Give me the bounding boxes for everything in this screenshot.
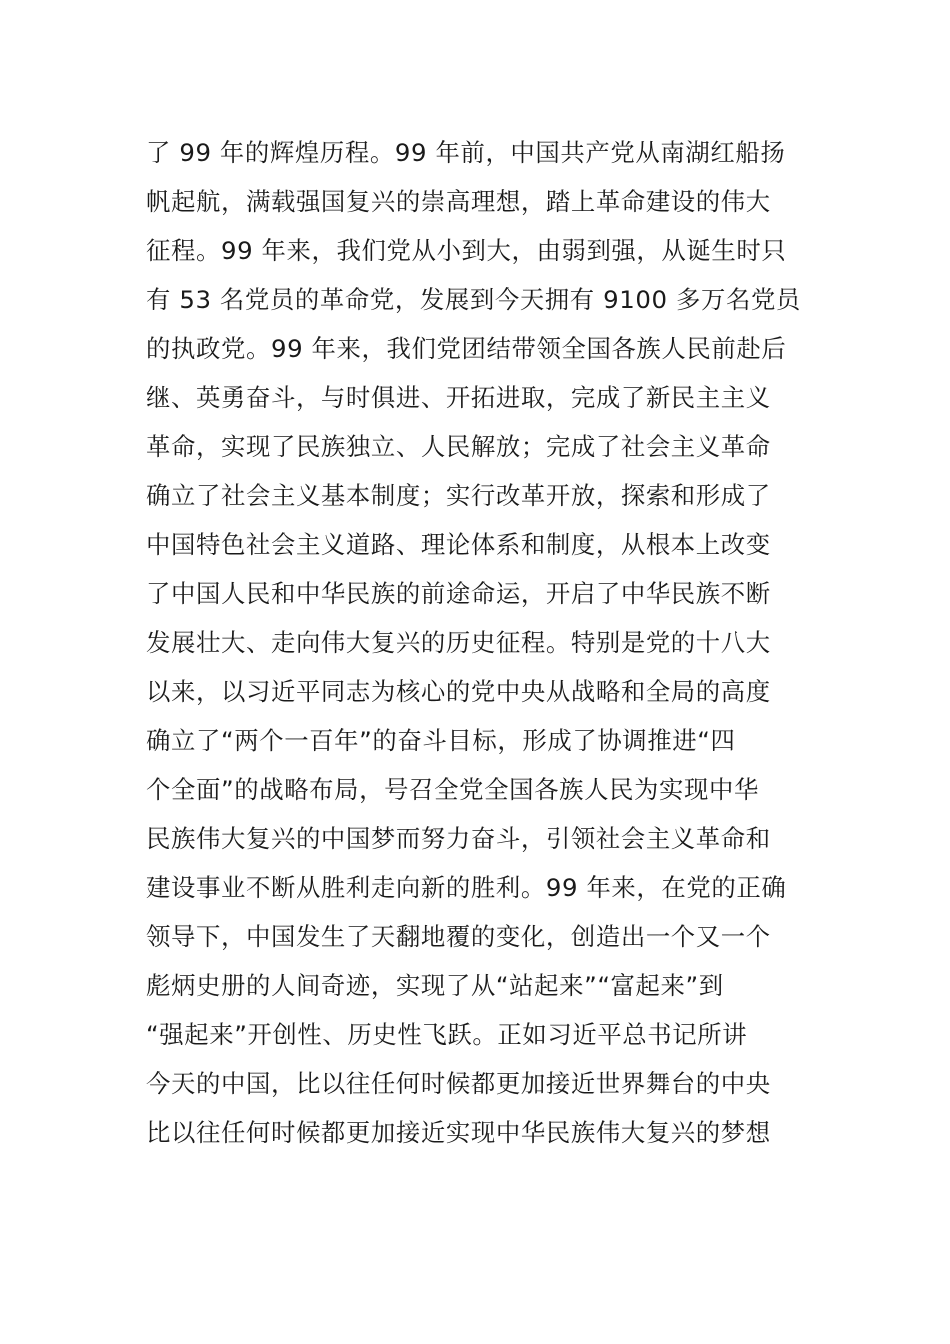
- text-line: 彪炳史册的人间奇迹，实现了从“站起来”“富起来”到: [146, 971, 724, 1000]
- text-line: 今天的中国，比以往任何时候都更加接近世界舞台的中央: [146, 1069, 771, 1098]
- text-line: 民族伟大复兴的中国梦而努力奋斗，引领社会主义革命和: [146, 824, 771, 853]
- text-line: 确立了“两个一百年”的奋斗目标，形成了协调推进“四: [146, 726, 736, 755]
- body-text: [146, 128, 826, 1157]
- text-line: 中国特色社会主义道路、理论体系和制度，从根本上改变: [146, 530, 771, 559]
- text-line: “强起来”开创性、历史性飞跃。正如习近平总书记所讲: [146, 1020, 748, 1049]
- text-line: 比以往任何时候都更加接近实现中华民族伟大复兴的梦想: [146, 1118, 771, 1147]
- text-line: 革命，实现了民族独立、人民解放；完成了社会主义革命: [146, 432, 771, 461]
- text-line: 有 53 名党员的革命党，发展到今天拥有 9100 多万名党员: [146, 285, 801, 314]
- text-line: 了 99 年的辉煌历程。99 年前，中国共产党从南湖红船扬: [146, 138, 786, 167]
- text-line: 个全面”的战略布局，号召全党全国各族人民为实现中华: [146, 775, 760, 804]
- text-line: 了中国人民和中华民族的前途命运，开启了中华民族不断: [146, 579, 771, 608]
- text-line: 继、英勇奋斗，与时俱进、开拓进取，完成了新民主主义: [146, 383, 771, 412]
- text-line: 的执政党。99 年来，我们党团结带领全国各族人民前赴后: [146, 334, 787, 363]
- text-line: 领导下，中国发生了天翻地覆的变化，创造出一个又一个: [146, 922, 771, 951]
- text-line: 帆起航，满载强国复兴的崇高理想，踏上革命建设的伟大: [146, 187, 771, 216]
- text-line: 发展壮大、走向伟大复兴的历史征程。特别是党的十八大: [146, 628, 771, 657]
- text-line: 建设事业不断从胜利走向新的胜利。99 年来，在党的正确: [146, 873, 787, 902]
- text-line: 确立了社会主义基本制度；实行改革开放，探索和形成了: [146, 481, 771, 510]
- text-line: 以来，以习近平同志为核心的党中央从战略和全局的高度: [146, 677, 771, 706]
- text-line: 征程。99 年来，我们党从小到大，由弱到强，从诞生时只: [146, 236, 787, 265]
